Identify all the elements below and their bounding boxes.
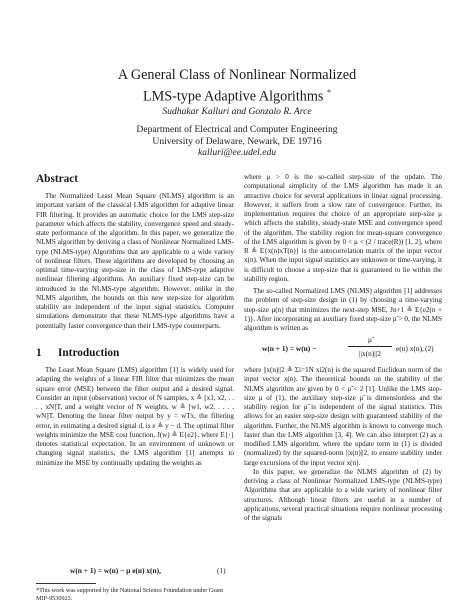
- abstract-heading: Abstract: [36, 173, 79, 185]
- affiliation-department: Department of Electrical and Computer Engineering: [136, 124, 338, 135]
- section-title: Introduction: [58, 347, 120, 359]
- equation-2-number: (2): [425, 344, 434, 353]
- introduction-body: [36, 366, 234, 468]
- title-line-2-text: LMS-type Adaptive Algorithms: [142, 88, 324, 105]
- right-paragraph-4: In this paper, we generalize the NLMS algorithm of (2) by deriving a class of Nonlinear Normalized LMS-type (NLMS-type) Algorithms that are applicable to a wide variety of nonlinear filter structures. Although linear filters are useful in a number of applications, several practical situations require nonlinear processing of the signals: [244, 467, 442, 522]
- equation-2-denominator: ||x(n)||2: [359, 349, 381, 358]
- equation-2-numerator: μ̃: [368, 335, 372, 344]
- title-footnote-mark: *: [327, 88, 332, 97]
- right-paragraph-2: The so-called Normalized LMS (NLMS) algorithm [1] addresses the problem of step-size design in (1) by choosing a time-varying step-size μ(n) that minimizes the next-step MSE, Jn+1 ≜ E{e2(n + 1)}. After incorporating an auxiliary fixed step-size μ̃ > 0, the NLMS algorithm is written as: [244, 287, 442, 332]
- footnote-rule: [36, 583, 96, 584]
- abstract-body: [36, 192, 234, 331]
- right-paragraph-3: where ||x(n)||2 ≜ Σi=1N xi2(n) is the squared Euclidean norm of the input vector x(n). The theoretical bounds on the stability of the NLMS algorithm are given by 0 < μ̃ < 2 [1]. Unlike the LMS step-size μ of (1), the auxiliary step-size μ̃ is dimensionless and the stability region for μ̃ is independent of the signal statistics. This allows for an easier step-size design with guaranteed stability of the algorithm. Further, the NLMS algorithm is known to converge much faster than the LMS algorithm [3, 4]. We can also interpret (2) as a modified LMS algorithm, where the update term in (1) is divided (normalized) by the squared-norm ||x(n)||2, to ensure stability under large excursions of the input vector x(n).: [244, 366, 442, 467]
- abstract-text: The Normalized Least Mean Square (NLMS) algorithm is an important variant of the classical LMS algorithm for adaptive linear FIR filtering. It provides an automatic choice for the LMS step-size parameter which affects the stability, convergence speed and steady-state performance of the algorithm. In this paper, we generalize the NLMS algorithm by deriving a class of Nonlinear Normalized LMS-type (NLMS-type) Algorithms that are applicable to a wide variety of nonlinear filters. These algorithms are developed by choosing an optimal time-varying step-size in the class of LMS-type adaptive nonlinear filtering algorithms. An auxiliary fixed step-size can be introduced in the NLMS-type algorithm. However, unlike in the NLMS algorithm, the bounds on this new step-size for algorithm stability are independent of the input signal statistics. Computer simulations demonstrate that these NLMS-type algorithms have a potentially faster convergence than their LMS-type counterparts.: [36, 192, 234, 330]
- paper-title-line-1: A General Class of Nonlinear Normalized: [117, 67, 357, 83]
- footnote: *This work was supported by the National Science Foundation under Grant MIP-9530923.: [36, 587, 223, 602]
- affiliation-university: University of Delaware, Newark, DE 19716: [152, 135, 322, 147]
- section-number: 1: [36, 347, 42, 359]
- equation-2-rhs: e(n) x(n),: [396, 344, 424, 353]
- equation-1: w(n + 1) = w(n) − μ e(n) x(n),: [70, 566, 161, 575]
- equation-1-number: (1): [217, 566, 226, 575]
- right-column-bottom: [244, 366, 442, 523]
- introduction-paragraph-1: The Least Mean Square (LMS) algorithm [1] is widely used for adapting the weights of a linear FIR filter that minimizes the mean square error (MSE) between the filter output and a desired signal. Consider an input (observation) vector of N samples, x ≜ [x1, x2, . . . , xN]T, and a weight vector of N weights, w ≜ [w1, w2, . . . , wN]T. Denoting the linear filter output by y = wTx, the filtering error, in estimating a desired signal d, is e ≜ y − d. The optimal filter weights minimize the MSE cost function, J(w) ≜ E{e2}, where E{·} denotes statistical expectation. In an environment of unknown or changing signal statistics, the LMS algorithm [1] attempts to minimize the MSE by continually updating the weights as: [36, 366, 234, 467]
- author-email: kalluri@ee.udel.edu: [197, 147, 277, 158]
- paper-title-line-2: [0, 84, 474, 106]
- right-column-top: [244, 173, 442, 333]
- introduction-heading: [36, 347, 119, 359]
- equation-2-lhs: w(n + 1) = w(n) −: [262, 344, 317, 353]
- right-paragraph-1: where μ > 0 is the so-called step-size of the update. The computational simplicity of the LMS algorithm has made it an attractive choice for several applications in linear signal processing. However, it suffers from a slow rate of convergence. Further, its implementation requires the choice of an appropriate step-size μ which affects the stability, steady-state MSE and convergence speed of the algorithm. The stability region for mean-square convergence of the LMS algorithm is given by 0 < μ < (2 / trace(R)) [1, 2], where R ≜ E{x(n)xT(n)} is the autocorrelation matrix of the input vector x(n). When the input signal statistics are unknown or time-varying, it is difficult to choose a step-size that is guaranteed to lie within the stability region.: [244, 173, 442, 283]
- authors: Sudhakar Kalluri and Gonzalo R. Arce: [162, 106, 312, 117]
- equation-2-fraction-bar: [348, 346, 392, 347]
